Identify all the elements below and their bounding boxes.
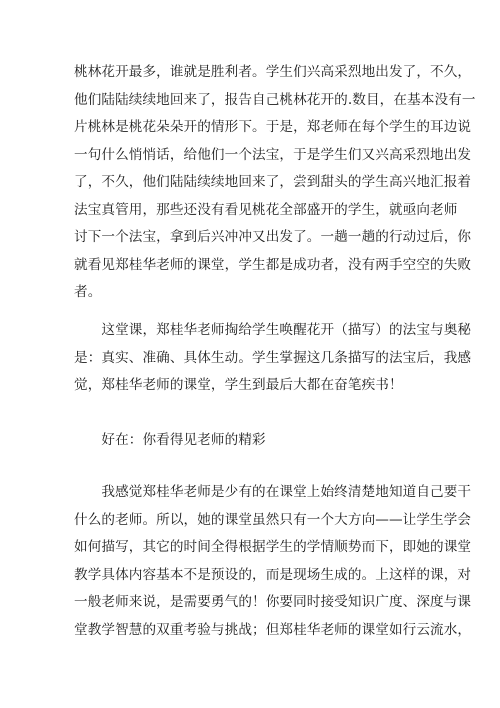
text-line: 了，不久，他们陆陆续续地回来了，尝到甜头的学生高兴地汇报着 — [74, 174, 472, 190]
text-line: 一般老师来说，是需要勇气的！你要同时接受知识广度、深度与课 — [74, 594, 472, 610]
paragraph-peach-garden — [74, 59, 476, 307]
text-line: 法宝真管用，那些还没有看见桃花全部盛开的学生，就亟向老师 — [74, 201, 458, 218]
text-line: 我感觉郑桂华老师是少有的在课堂上始终清楚地知道自己要干 — [74, 484, 472, 500]
heading-line: 好在：你看得见老师的精彩 — [74, 432, 266, 448]
text-line: 桃林花开最多，谁就是胜利者。学生们兴高采烈地出发了，不久， — [74, 64, 472, 80]
text-line: 觉，郑桂华老师的课堂，学生到最后大都在奋笔疾书！ — [74, 377, 403, 393]
text-line: 什么的老师。所以，她的课堂虽然只有一个大方向——让学生学会 — [74, 511, 472, 528]
text-line: 教学具体内容基本不是预设的，而是现场生成的。上这样的课，对 — [74, 566, 472, 583]
text-line: 是：真实、准确、具体生动。学生掌握这几条描写的法宝后，我感 — [74, 349, 472, 366]
text-line: 片桃林是桃花朵朵开的情形下。于是，郑老师在每个学生的耳边说 — [74, 119, 472, 135]
section-heading — [74, 427, 430, 455]
paragraph-magic-secrets — [74, 317, 472, 400]
text-line: 讨下一个法宝，拿到后兴冲冲又出发了。一趟一趟的行动过后，你 — [74, 229, 472, 245]
text-line: 就看见郑桂华老师的课堂，学生都是成功者，没有两手空空的失败 — [74, 256, 472, 273]
text-line: 堂教学智慧的双重考验与挑战；但郑桂华老师的课堂如行云流水， — [74, 621, 472, 638]
text-line: 如何描写，其它的时间全得根据学生的学情顺势而下，即她的课堂 — [74, 539, 472, 555]
text-line: 这堂课，郑桂华老师掏给学生唤醒花开（描写）的法宝与奥秘 — [74, 322, 472, 338]
text-line: 他们陆陆续续地回来了，报告自己桃林花开的.数目，在基本没有一 — [74, 91, 476, 108]
paragraph-teacher-brilliance — [74, 479, 472, 644]
text-line: 一句什么悄悄话，给他们一个法宝，于是学生们又兴高采烈地出发 — [74, 146, 472, 163]
text-line: 者。 — [74, 284, 102, 300]
